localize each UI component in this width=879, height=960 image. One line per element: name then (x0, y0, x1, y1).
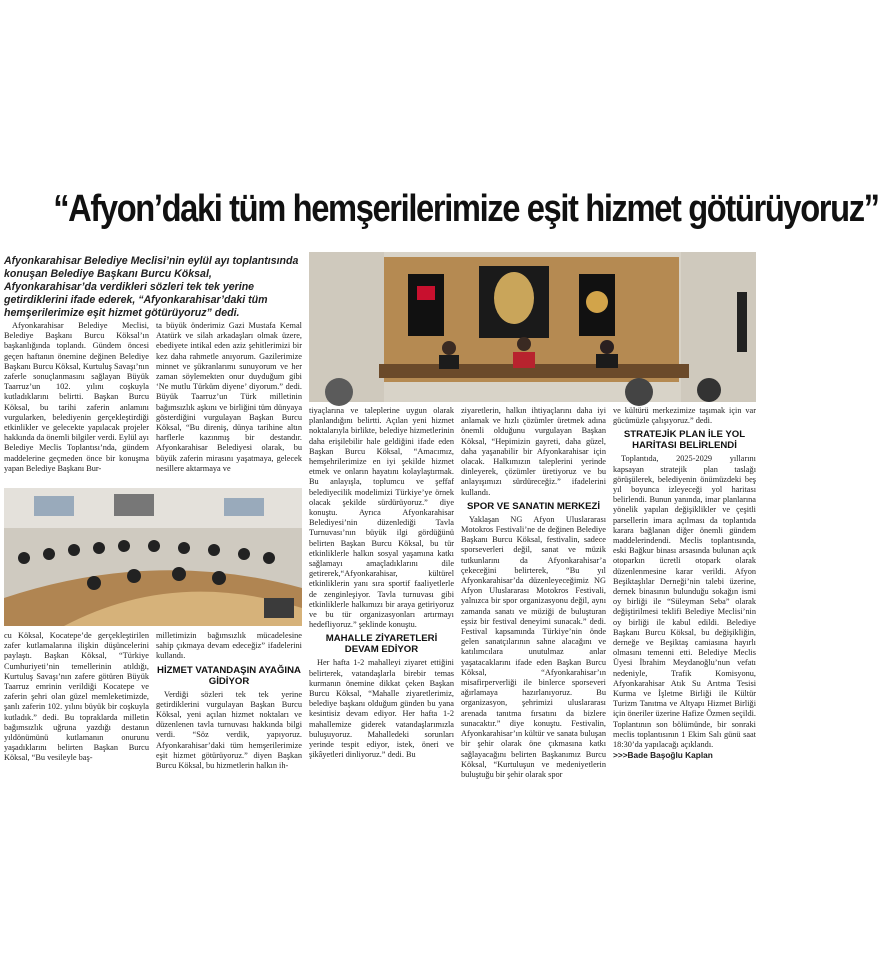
column-5 (613, 406, 756, 776)
council-hall-illustration (309, 252, 756, 402)
lead-paragraph: Afyonkarahisar Belediye Meclisi’nin eylül ayı toplantısında konuşan Belediye Başkanı Burcu Köksal, Afyonkarahisar’da verdikleri sözleri tek tek yerine getirdiklerini ifade ederek, “Afyonkarahisar’daki tüm hemşerilerimize eşit hizmet götürüyoruz” dedi. (4, 255, 299, 319)
column-1-text: Afyonkarahisar Belediye Meclisi, Belediye Başkanı Burcu Köksal’ın başkanlığında toplandı. Gündem öncesi geçen haftanın önemine değinen Belediye Başkanı Burcu Köksal, Kurtuluş Savaşı’nın zaferle sonuçlanmasını sağlayan Büyük Taarruz’un 102. yılını coşkuyla kutladıklarını belirtti. Başkan Burcu Köksal, bu tarihi zaferin anlamını vurgularken, belediyenin gerçekleştirdiği etkinlikler ve gelecekte yapılacak projeler hakkında da önemli bilgiler verdi. Eylül ayı Belediye Meclis Toplantısı’nda, gündem maddelerine geçmeden önce bir konuşma yapan Belediye Başkanı Bur- (4, 321, 149, 473)
column-2-bottom-text-2: Verdiği sözleri tek tek yerine getirdiklerini vurgulayan Başkan Burcu Köksal, yeni açılan hizmet noktaları ve düzenlenen tavla turnuvası hakkında bilgi verdi. “Söz verdik, yapıyoruz. Afyonkarahisar’daki tüm hemşerilerimize eşit hizmet götürüyoruz.” diyen Başkan Burcu Köksal, bu hizmetlerin halkın ih- (156, 689, 302, 771)
top-photo (309, 252, 756, 402)
column-2-bottom-text: milletimizin bağımsızlık mücadelesine sahip çıkmaya devam edeceğiz” ifadelerini kullandı. (156, 631, 302, 661)
column-3 (309, 406, 454, 776)
column-1-bottom-text: cu Köksal, Kocatepe’de gerçekleştirilen zafer kutlamalarına ilişkin düşüncelerini paylaştı. Başkan Köksal, “Türkiye Cumhuriyeti’nin temellerinin atıldığı, Kurtuluş Savaşı’nın zafere götüren Büyük Taarruz emrinin verildiği Kocatepe ve zaferin şehri olan güzel memleketimizde, şanlı zaferin 102. yılını büyük bir coşkuyla kutladık.” dedi. Bu topraklarda milletin bağımsızlık uğruna yazdığı destanın yıldönümünü kutlamanın onurunu yaşadıklarını belirten Başkan Burcu Köksal, “Bu vesileyle baş- (4, 631, 149, 763)
column-4 (461, 406, 606, 779)
subheading-spor: SPOR VE SANATIN MERKEZİ (466, 500, 601, 512)
column-3-text: tiyaçlarına ve taleplerine uygun olarak planlandığını belirtti. Açılan yeni hizmet noktalarıyla birlikte, belediye hizmetlerinin daha erişilebilir hale geldiğini ifade eden Başkan Burcu Köksal, “Amacımız, hemşehrilerimize en iyi şekilde hizmet etmek ve onların hayatını kolaylaştırmak. Bu anlayışla, toplumcu ve şeffaf belediyecilik modelimizi Türkiye’ye örnek olacak şekilde sürdürüyoruz.” diye konuştu. Ayrıca Afyonkarahisar Belediyesi’nin düzenlediği Tavla Turnuvası’nın büyük ilgi gördüğünü belirten Başkan Burcu Köksal, bu tür etkinliklerle halkın sosyal yaşamına katkı sağlamayı amaçladıklarını dile getirerek,“Afyonkarahisar, kültürel etkinliklerin yanı sıra sportif faaliyetlerle de zenginleşiyor. Tavla turnuvası gibi etkinliklerle halkımızı bir araya getiriyoruz ve bu tür organizasyonları artırmayı hedefliyoruz.” şeklinde konuştu. (309, 406, 454, 630)
column-2 (156, 321, 302, 483)
author-signature: >>>Bade Başoğlu Kaplan (613, 750, 713, 761)
subheading-stratejik: STRATEJİK PLAN İLE YOL HARİTASI BELİRLENDİ (623, 429, 746, 452)
column-1 (4, 321, 149, 483)
column-5-text: ve kültürü merkezimize taşımak için var gücümüzle çalışıyoruz.” dedi. (613, 406, 756, 426)
column-1-bottom (4, 631, 149, 771)
subheading-hizmet: HİZMET VATANDAŞIN AYAĞINA GİDİYOR (157, 664, 301, 687)
subheading-mahalle: MAHALLE ZİYARETLERİ DEVAM EDİYOR (325, 633, 438, 656)
column-4-text: ziyaretlerin, halkın ihtiyaçlarını daha iyi anlamak ve hızlı çözümler üretmek adına önemli olduğunu vurgulayan Başkan Köksal, “Hepimizin gayreti, daha güzel, daha yaşanabilir bir Afyonkarahisar için olacak. Halkımızın taleplerini yerinde dinleyerek, çözümler üretiyoruz ve bu anlayışımızı sürdüreceğiz.” ifadelerini kullandı. (461, 406, 606, 497)
column-4-text-2: Yaklaşan NG Afyon Uluslararası Motokros Festivali’ne de değinen Belediye Başkanı Burcu Köksal, festivalin, sadece sporseverleri değil, sanat ve müzik tutkunlarını da Afyonkarahisar’a çekeceğini belirterek, “Bu yıl Afyonkarahisar’da düzenleyeceğimiz NG Afyon Uluslararası Motokros Festivali, yalnızca bir spor organizasyonu değil, aynı zamanda sanatı ve müziği de buluşturan eşsiz bir festival deneyimi sunacak.” dedi. Festival kapsamında Türkiye’nin önde gelen sanatçılarının sahne alacağını ve katılımcılara unutulmaz anlar yaşatacaklarını ifade eden Başkan Burcu Köksal, “Afyonkarahisar’ın misafirperverliği ile binlerce sporseveri ağırlamaya hazırlanıyoruz. Bu organizasyon, şehrimizi uluslararası arenada tanıtma fırsatını da bizlere sunacaktır.” diye konuştu. Festivalin, Afyonkarahisar’ın kültür ve sanata buluşan bir şehir olarak öne çıkmasına katkı sağlayacağını belirten Başkanımız Burcu Köksal, “Kurtuluşun ve medeniyetlerin buluştuğu bir şehir olarak spor (461, 514, 606, 779)
column-5-text-2: Toplantıda, 2025-2029 yıllarını kapsayan stratejik plan taslağı görüşülerek, belediyenin önümüzdeki beş yıl boyunca izleyeceği yol haritası belirlendi. Bunun yanında, imar planlarına yönelik yapılan değişiklikler ve çeşitli parsellerin imara açılması da toplantıda karara bağlanan diğer önemli gündem maddelerindendi. Meclis toplantısında, eski Bağkur binası arsasında bulunan açık otoparkın ücretli otopark olarak düzenlenmesine karar verildi. Afyon Beşiktaşlılar Derneği’nin talebi üzerine, dernek binasının bulunduğu sokağın ismi oy birliği ile “Süleyman Seba” olarak değiştirilmesi teklifi Belediye Meclisi’nin oy birliği ile kabul edildi. Belediye Başkanı Burcu Köksal, bu değişikliğin, derneğe ve Beşiktaş camiasına hayırlı olmasını temenni etti. Belediye Meclis Üyesi İbrahim Meydanoğlu’nun vefatı nedeniyle, Trafik Komisyonu, Afyonkarahisar Atık Su Arıtma Tesisi Kurma ve İşletme Birliği ile Kültür Turizm Tanıtma ve Altyapı Hizmet Birliği için öneriler üzerine Hafize Özmen seçildi. Toplantının son bölümünde, bir sonraki meclis toplantısının 1 Ekim Salı günü saat 18:30’da yapılacağı açıklandı. (613, 454, 756, 750)
council-chamber-illustration (4, 488, 302, 626)
headline: “Afyon’daki tüm hemşerilerimize eşit hizmet götürüyoruz” (53, 188, 879, 230)
second-photo (4, 488, 302, 626)
column-2-bottom (156, 631, 302, 771)
column-3-text-2: Her hafta 1-2 mahalleyi ziyaret ettiğini belirterek, vatandaşlarla birebir temas kurmanın önemine dikkat çeken Başkan Burcu Köksal, “Mahalle ziyaretlerimiz, belediye başkanı olduğum günden bu yana kesintisiz devam ediyor. Her hafta 1-2 mahallemize giderek vatandaşlarımızla buluşuyoruz. Mahalledeki sorunları yerinde tespit ediyor, istek, öneri ve şikâyetleri dinliyoruz.” dedi. Bu (309, 658, 454, 760)
column-2-text: ta büyük önderimiz Gazi Mustafa Kemal Atatürk ve silah arkadaşları olmak üzere, ebediyete intikal eden aziz şehitlerimizi bir kez daha rahmetle anıyorum. Gazilerimize minnet ve şükranlarımı sunuyorum ve her zaman söylemekten onur duyduğum gibi ‘Ne mutlu Türküm diyene’ diyorum.” dedi. Büyük Taarruz’un Türk milletinin bağımsızlık aşkını ve birliğini tüm dünyaya gösterdiğini vurgulayan Başkan Burcu Köksal, “Bu direniş, dünya tarihine altın harflerle kazınmış bir destandır. Afyonkarahisar Belediyesi olarak, bu büyük zaferin mirasını yaşatmaya, gelecek nesillere aktarmaya ve (156, 321, 302, 473)
